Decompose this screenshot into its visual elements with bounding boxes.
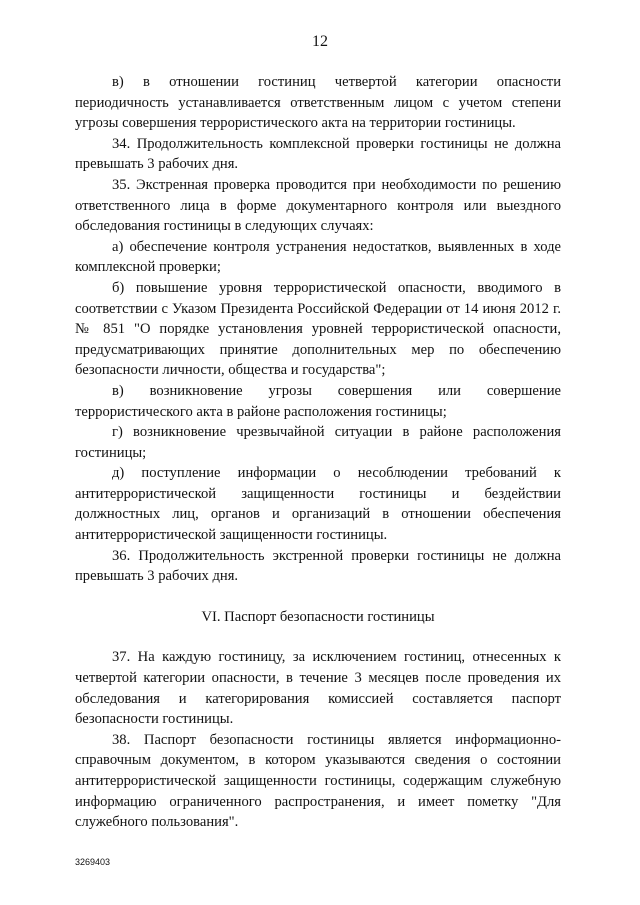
paragraph-item-v-periodicity: в) в отношении гостиниц четвертой категории опасности периодичность устанавливается ответственным лицом с учетом степени угрозы совершения террористического акта на территории гостиницы.: [75, 74, 561, 132]
paragraph-35-item-v: в) возникновение угрозы совершения или совершение террористического акта в районе расположения гостиницы;: [75, 382, 561, 420]
section-heading: VI. Паспорт безопасности гостиницы: [201, 608, 435, 625]
paragraph-38: 38. Паспорт безопасности гостиницы является информационно-справочным документом, в котором указываются сведения о состоянии антитеррористической защищенности гостиницы, содержащим служебную информацию ограниченного распространения, и имеет пометку "Для служебного пользования".: [75, 731, 561, 831]
paragraph-35: 35. Экстренная проверка проводится при необходимости по решению ответственного лица в форме документарного контроля или выездного обследования гостиницы в следующих случаях:: [75, 176, 561, 235]
paragraph-37: 37. На каждую гостиницу, за исключением гостиниц, отнесенных к четвертой категории опасности, в течение 3 месяцев после проведения их обследования и категорирования комиссией составляется паспорт безопасности гостиницы.: [75, 649, 561, 728]
paragraph-35-item-d: д) поступление информации о несоблюдении требований к антитеррористической защищенности гостиницы и бездействии должностных лиц, органов и организаций в отношении обеспечения антитеррористической защищенности гостиницы.: [75, 465, 561, 544]
paragraph-35-item-g: г) возникновение чрезвычайной ситуации в районе расположения гостиницы;: [75, 424, 561, 461]
paragraph-34: 34. Продолжительность комплексной проверки гостиницы не должна превышать 3 рабочих дня.: [75, 135, 561, 173]
document-code: 3269403: [75, 857, 111, 867]
page-number: 12: [312, 33, 328, 50]
paragraph-36: 36. Продолжительность экстренной проверки гостиницы не должна превышать 3 рабочих дня.: [75, 547, 561, 585]
document-body: [75, 72, 561, 833]
paragraph-35-item-b: б) повышение уровня террористической опасности, вводимого в соответствии с Указом Президента Российской Федерации от 14 июня 2012 г. № 851 "О порядке установления уровней террористической опасности, предусматривающих принятие дополнительных мер по обеспечению безопасности личности, общества и государства";: [75, 279, 561, 379]
paragraph-35-item-a: а) обеспечение контроля устранения недостатков, выявленных в ходе комплексной проверки;: [75, 238, 561, 276]
